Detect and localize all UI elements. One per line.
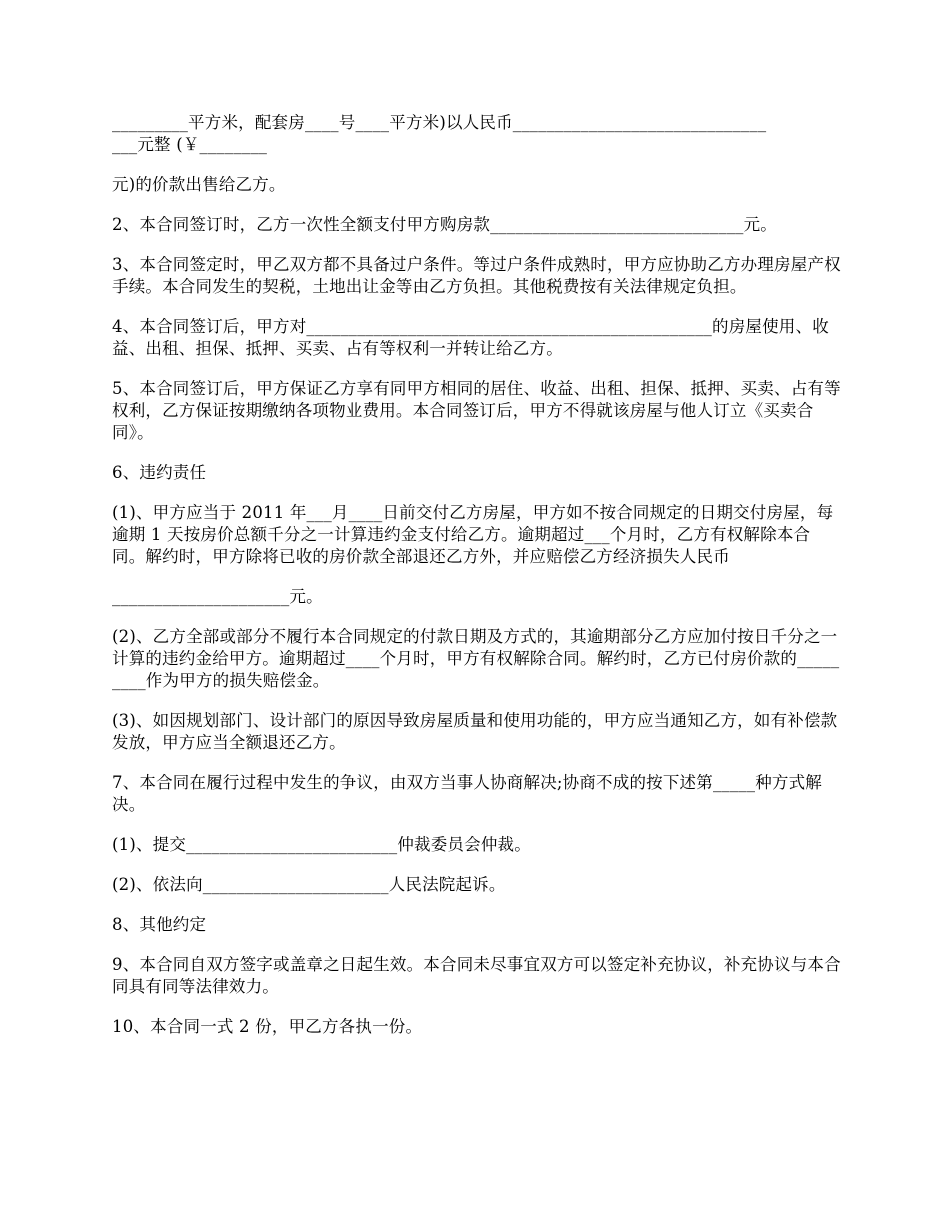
paragraph-clause-7: 7、本合同在履行过程中发生的争议，由双方当事人协商解决;协商不成的按下述第_____种方式解决。 bbox=[112, 773, 823, 814]
section-heading-other: 8、其他约定 bbox=[112, 915, 207, 934]
paragraph-clause-2: 2、本合同签订时，乙方一次性全额支付甲方购房款______________________________元。 bbox=[112, 215, 777, 234]
paragraph-clause-9: 9、本合同自双方签字或盖章之日起生效。本合同未尽事宜双方可以签定补充协议，补充协议与本合同具有同等法律效力。 bbox=[112, 955, 841, 996]
paragraph-liability-1-amount: _____________________元。 bbox=[112, 587, 323, 606]
paragraph-clause-10: 10、本合同一式 2 份，甲乙方各执一份。 bbox=[112, 1017, 423, 1036]
paragraph-clause-4: 4、本合同签订后，甲方对________________________________________________的房屋使用、收益、出租、担保、抵押、买卖、占有等权利一并转让给乙方。 bbox=[112, 317, 829, 358]
paragraph-liability-1: (1)、甲方应当于 2011 年___月____日前交付乙方房屋，甲方如不按合同规定的日期交付房屋，每逾期 1 天按房价总额千分之一计算违约金支付给乙方。逾期超过___个月时，乙方有权解除本合同。解约时，甲方除将已收的房价款全部退还乙方外，并应赔偿乙方经济损失人民币 bbox=[112, 503, 834, 566]
paragraph-clause-3: 3、本合同签定时，甲乙双方都不具备过户条件。等过户条件成熟时，甲方应协助乙方办理房屋产权手续。本合同发生的契税，土地出让金等由乙方负担。其他税费按有关法律规定负担。 bbox=[112, 255, 841, 296]
paragraph-clause-5: 5、本合同签订后，甲方保证乙方享有同甲方相同的居住、收益、出租、担保、抵押、买卖、占有等权利，乙方保证按期缴纳各项物业费用。本合同签订后，甲方不得就该房屋与他人订立《买卖合同》。 bbox=[112, 379, 841, 442]
paragraph-area-price: _________平方米，配套房____号____平方米)以人民币______________________________ ___元整 (￥________ bbox=[112, 113, 767, 154]
section-heading-liability: 6、违约责任 bbox=[112, 463, 207, 482]
paragraph-liability-3: (3)、如因规划部门、设计部门的原因导致房屋质量和使用功能的，甲方应当通知乙方，如有补偿款发放，甲方应当全额退还乙方。 bbox=[112, 711, 838, 752]
paragraph-dispute-option-1: (1)、提交_________________________仲裁委员会仲裁。 bbox=[112, 835, 531, 854]
paragraph-dispute-option-2: (2)、依法向______________________人民法院起诉。 bbox=[112, 875, 506, 894]
document-page bbox=[112, 112, 842, 1056]
paragraph-price-continued: 元)的价款出售给乙方。 bbox=[112, 175, 286, 194]
paragraph-liability-2: (2)、乙方全部或部分不履行本合同规定的付款日期及方式的，其逾期部分乙方应加付按日千分之一计算的违约金给甲方。逾期超过____个月时，甲方有权解除合同。解约时，乙方已付房价款的_________作为甲方的损失赔偿金。 bbox=[112, 627, 840, 690]
